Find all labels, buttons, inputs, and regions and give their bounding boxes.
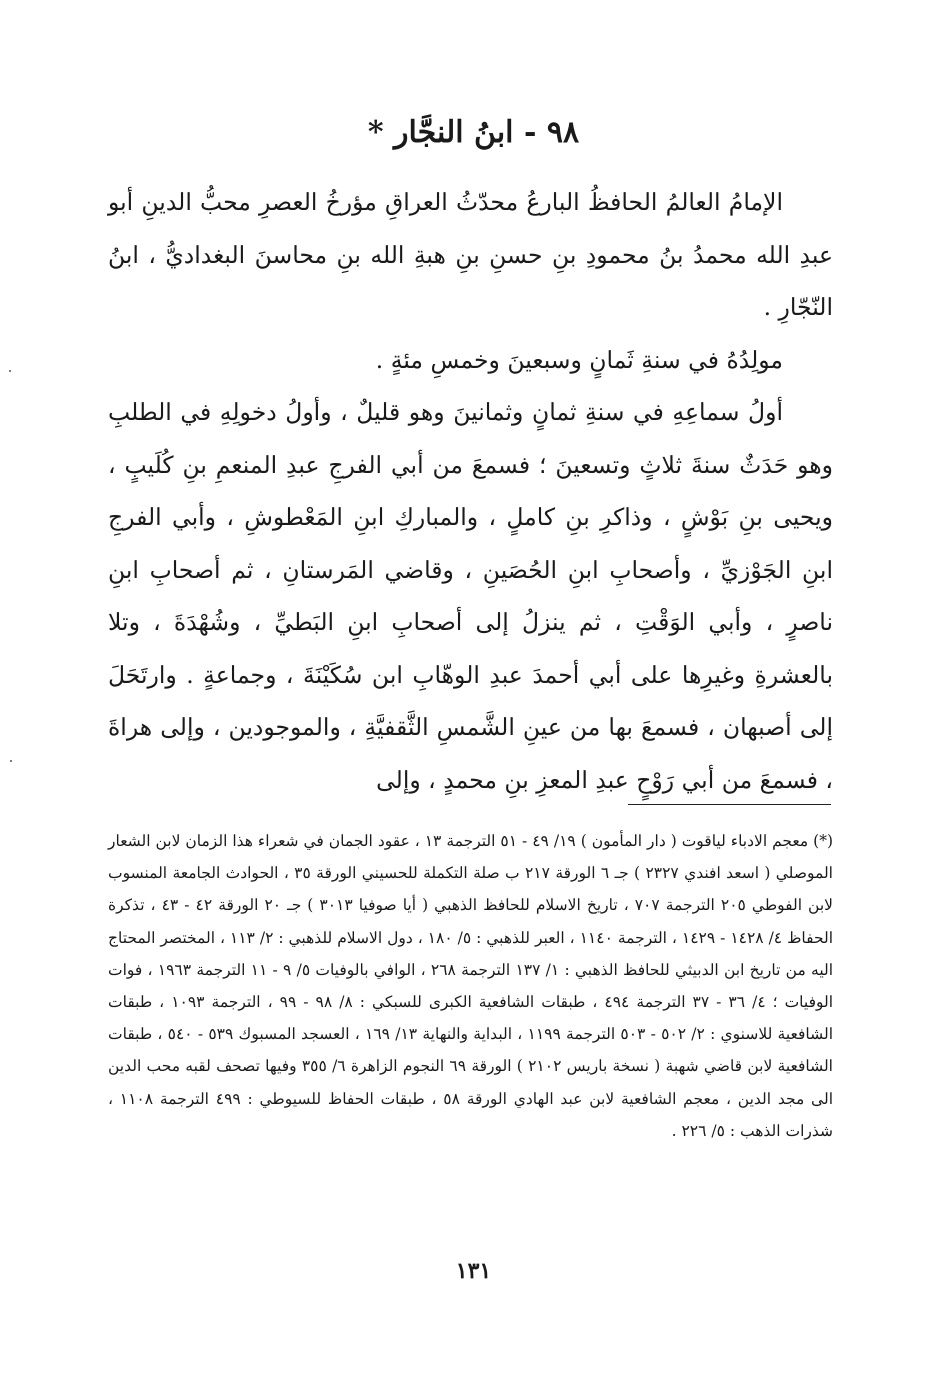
footnote-text: (*) معجم الادباء لياقوت ( دار المأمون ) ١٩/ ٤٩ - ٥١ الترجمة ١٣ ، عقود الجمان في شعراء هذا الزمان لابن الشعار الموصلي ( اسعد افندي ٢٣٢٧ ) جـ ٦ الورقة ٢١٧ ب صلة التكملة للحسيني الورقة ٣٥ ، الحوادث الجامعة المنسوب لابن الفوطي ٢٠٥ الترجمة ٧٠٧ ، تاريخ الاسلام للحافظ الذهبي ( أيا صوفيا ٣٠١٣ ) جـ ٢٠ الورقة ٤٢ - ٤٣ ، تذكرة الحفاظ ٤/ ١٤٢٨ - ١٤٢٩ ، الترجمة ١١٤٠ ، العبر للذهبي : ٥/ ١٨٠ ، دول الاسلام للذهبي : ٢/ ١١٣ ، المختصر المحتاج اليه من تاريخ ابن الدبيثي للحافظ الذهبي : ١/ ١٣٧ الترجمة ٢٦٨ ، الوافي بالوفيات ٥/ ٩ - ١١ الترجمة ١٩٦٣ ، فوات الوفيات ؛ ٤/ ٣٦ - ٣٧ الترجمة ٤٩٤ ، طبقات الشافعية الكبرى للسبكي : ٨/ ٩٨ - ٩٩ ، الترجمة ١٠٩٣ ، طبقات الشافعية للاسنوي : ٢/ ٥٠٢ - ٥٠٣ الترجمة ١١٩٩ ، البداية والنهاية ١٣/ ١٦٩ ، العسجد المسبوك ٥٣٩ - ٥٤٠ ، طبقات الشافعية لابن قاضي شهبة ( نسخة باريس ٢١٠٢ ) الورقة ٦٩ النجوم الزاهرة ٦/ ٣٥٥ وفيها تصحف لقبه محب الدين الى مجد الدين ، معجم الشافعية لابن عبد الهادي الورقة ٥٨ ، طبقات الحفاظ للسيوطي : ٤٩٩ الترجمة ١١٠٨ ، شذرات الذهب : ٥/ ٢٢٦ . [108, 832, 834, 1140]
margin-speck [9, 370, 11, 372]
page-number: ١٣١ [455, 1258, 492, 1284]
footnote-sources [108, 825, 833, 1147]
biography-text [108, 176, 833, 806]
footnote-separator [628, 804, 831, 805]
paragraph-birth: مولِدُهُ في سنةِ ثَمانٍ وسبعينَ وخمسِ مئةٍ . [375, 345, 783, 374]
margin-speck [10, 760, 12, 762]
paragraph-studies: أولُ سماعِهِ في سنةِ ثمانٍ وثمانينَ وهو قليلٌ ، وأولُ دخولِهِ في الطلبِ وهو حَدَثٌ سنةَ ثلاثٍ وتسعينَ ؛ فسمعَ من أبي الفرجِ عبدِ المنعمِ بنِ كُلَيبٍ ، ويحيى بنِ بَوْشٍ ، وذاكرِ بنِ كاملٍ ، والمباركِ ابنِ المَعْطوشِ ، وأبي الفرجِ ابنِ الجَوْزيِّ ، وأصحابِ ابنِ الحُصَينِ ، وقاضي المَرستانِ ، ثم أصحابِ ابنِ ناصرٍ ، وأبي الوَقْتِ ، ثم ينزلُ إلى أصحابِ ابنِ البَطيِّ ، وشُهْدَةَ ، وتلا بالعشرةِ وغيرِها على أبي أحمدَ عبدِ الوهّابِ ابن سُكَيْنَةَ ، وجماعةٍ . وارتَحَلَ إلى أصبهان ، فسمعَ بها من عينِ الشَّمسِ الثَّقفيَّةِ ، والموجودين ، وإلى هراةَ ، فسمعَ من أبي رَوْحٍ عبدِ المعزِ بنِ محمدٍ ، وإلى [108, 398, 834, 794]
paragraph-intro: الإمامُ العالمُ الحافظُ البارعُ محدّثُ العراقِ مؤرخُ العصرِ محبُّ الدينِ أبو عبدِ الله محمدُ بنُ محمودِ بنِ حسنِ بنِ هبةِ الله بنِ محاسنَ البغداديُّ ، ابنُ النّجّارِ . [108, 188, 833, 321]
entry-heading: ٩٨ - ابنُ النجَّار * [367, 115, 580, 150]
